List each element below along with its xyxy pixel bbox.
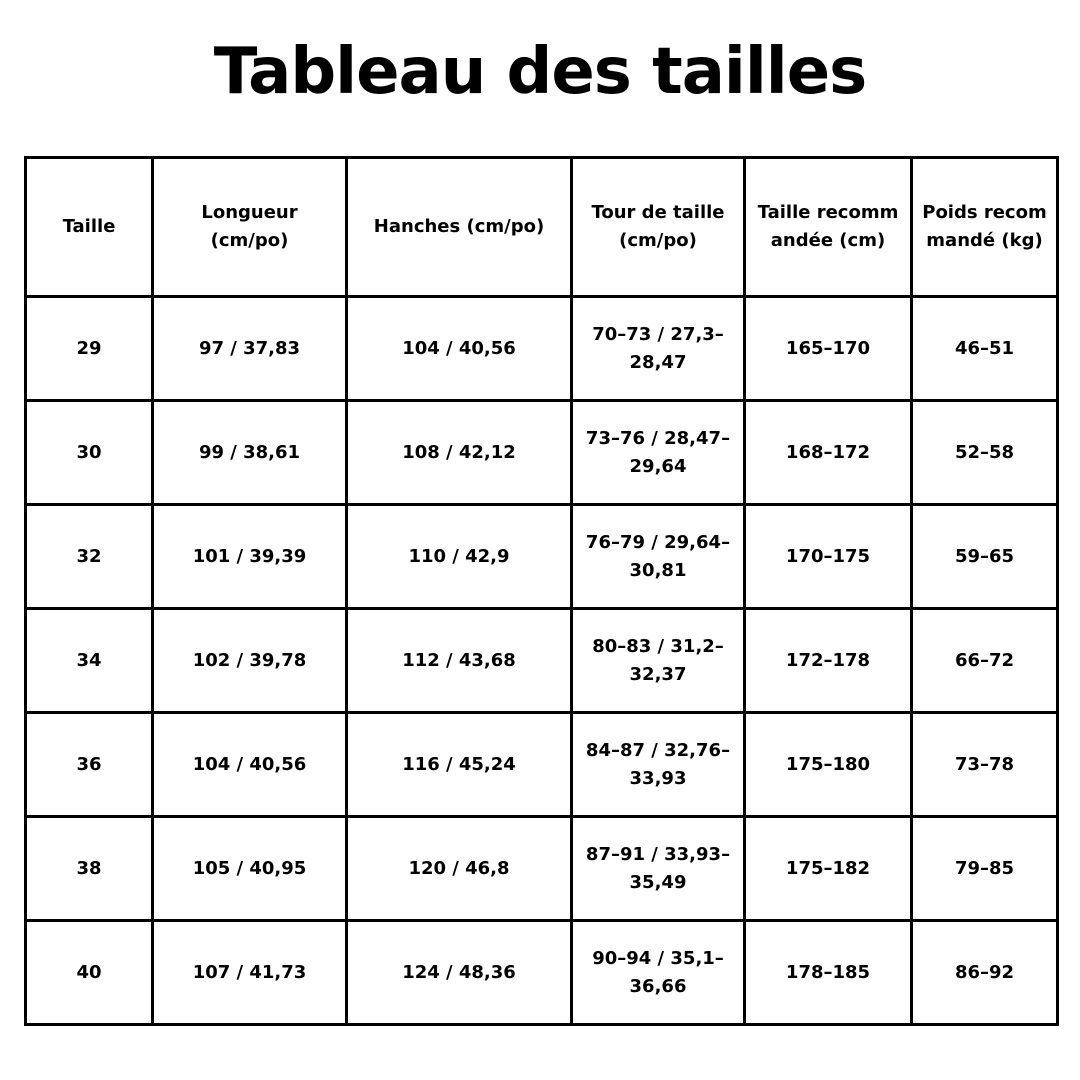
cell-taille: 34: [26, 609, 153, 713]
cell-tour-de-taille: 87–91 / 33,93–35,49: [572, 817, 745, 921]
cell-tour-de-taille: 73–76 / 28,47–29,64: [572, 401, 745, 505]
header-longueur: Longueur (cm/po): [153, 158, 347, 297]
header-taille: Taille: [26, 158, 153, 297]
cell-hanches: 108 / 42,12: [347, 401, 572, 505]
cell-longueur: 97 / 37,83: [153, 297, 347, 401]
header-poids-recommande: Poids recommandé (kg): [912, 158, 1058, 297]
cell-taille: 32: [26, 505, 153, 609]
cell-taille-recommandee: 170–175: [745, 505, 912, 609]
table-row: [26, 401, 1058, 505]
cell-poids-recommande: 52–58: [912, 401, 1058, 505]
page-title: Tableau des tailles: [213, 35, 867, 109]
cell-poids-recommande: 79–85: [912, 817, 1058, 921]
cell-longueur: 105 / 40,95: [153, 817, 347, 921]
cell-hanches: 112 / 43,68: [347, 609, 572, 713]
cell-taille-recommandee: 168–172: [745, 401, 912, 505]
cell-poids-recommande: 73–78: [912, 713, 1058, 817]
table-row: [26, 817, 1058, 921]
cell-tour-de-taille: 70–73 / 27,3–28,47: [572, 297, 745, 401]
cell-hanches: 120 / 46,8: [347, 817, 572, 921]
cell-longueur: 104 / 40,56: [153, 713, 347, 817]
cell-taille: 29: [26, 297, 153, 401]
table-row: [26, 609, 1058, 713]
cell-poids-recommande: 46–51: [912, 297, 1058, 401]
cell-taille-recommandee: 172–178: [745, 609, 912, 713]
table-row: [26, 713, 1058, 817]
header-tour-de-taille: Tour de taille (cm/po): [572, 158, 745, 297]
header-hanches: Hanches (cm/po): [347, 158, 572, 297]
header-taille-recommandee: Taille recommandée (cm): [745, 158, 912, 297]
cell-poids-recommande: 66–72: [912, 609, 1058, 713]
cell-taille: 40: [26, 921, 153, 1025]
cell-taille: 38: [26, 817, 153, 921]
cell-tour-de-taille: 76–79 / 29,64–30,81: [572, 505, 745, 609]
cell-tour-de-taille: 90–94 / 35,1–36,66: [572, 921, 745, 1025]
cell-poids-recommande: 86–92: [912, 921, 1058, 1025]
cell-longueur: 102 / 39,78: [153, 609, 347, 713]
table-header: [26, 158, 1058, 297]
cell-hanches: 104 / 40,56: [347, 297, 572, 401]
header-row: [26, 158, 1058, 297]
cell-taille-recommandee: 175–182: [745, 817, 912, 921]
cell-taille: 36: [26, 713, 153, 817]
cell-longueur: 107 / 41,73: [153, 921, 347, 1025]
table-row: [26, 921, 1058, 1025]
size-chart-table: [24, 156, 1059, 1026]
cell-taille: 30: [26, 401, 153, 505]
cell-hanches: 124 / 48,36: [347, 921, 572, 1025]
table-row: [26, 505, 1058, 609]
cell-poids-recommande: 59–65: [912, 505, 1058, 609]
cell-taille-recommandee: 175–180: [745, 713, 912, 817]
cell-tour-de-taille: 84–87 / 32,76–33,93: [572, 713, 745, 817]
cell-longueur: 101 / 39,39: [153, 505, 347, 609]
table-body: [26, 297, 1058, 1025]
cell-taille-recommandee: 178–185: [745, 921, 912, 1025]
cell-taille-recommandee: 165–170: [745, 297, 912, 401]
cell-hanches: 110 / 42,9: [347, 505, 572, 609]
cell-hanches: 116 / 45,24: [347, 713, 572, 817]
table-row: [26, 297, 1058, 401]
cell-tour-de-taille: 80–83 / 31,2–32,37: [572, 609, 745, 713]
cell-longueur: 99 / 38,61: [153, 401, 347, 505]
